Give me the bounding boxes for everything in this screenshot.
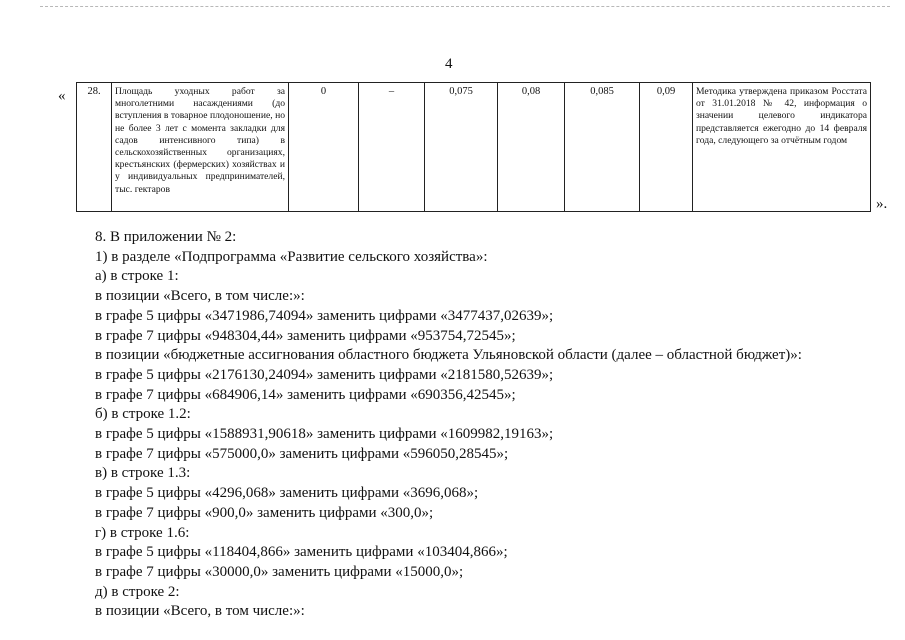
text-line: б) в строке 1.2:: [95, 406, 191, 423]
value-cell: 0: [289, 83, 359, 212]
text-line: в графе 7 цифры «30000,0» заменить цифрами «15000,0»;: [95, 563, 464, 580]
text-line: в графе 7 цифры «575000,0» заменить цифрами «596050,28545»;: [95, 445, 509, 462]
value-cell: 0,08: [498, 83, 565, 212]
amendment-text: [95, 228, 875, 622]
indicator-name: Площадь уходных работ за многолетними насаждениями (до вступления в товарное плодоношение, но не более 3 лет с момента закладки для садов интенсивного типа) в сельскохозяйственных организациях, крестьянских (фермерских) хозяйствах и у индивидуальных предпринимателей, тыс. гектаров: [112, 83, 289, 212]
page-number: 4: [445, 56, 453, 72]
text-line: в графе 7 цифры «948304,44» заменить цифрами «953754,72545»;: [95, 327, 516, 344]
row-number: 28.: [77, 83, 112, 212]
text-line: в) в строке 1.3:: [95, 465, 191, 482]
text-line: в графе 5 цифры «1588931,90618» заменить цифрами «1609982,19163»;: [95, 426, 554, 443]
text-line: в графе 7 цифры «900,0» заменить цифрами «300,0»;: [95, 504, 434, 521]
indicator-table: [76, 82, 871, 212]
text-line: в позиции «Всего, в том числе:»:: [95, 288, 305, 305]
value-cell: –: [359, 83, 425, 212]
text-line: в графе 5 цифры «118404,866» заменить цифрами «103404,866»;: [95, 544, 508, 561]
text-line: д) в строке 2:: [95, 583, 180, 600]
text-line: 1) в разделе «Подпрограмма «Развитие сельского хозяйства»:: [95, 248, 488, 265]
value-cell: 0,09: [640, 83, 693, 212]
text-line: г) в строке 1.6:: [95, 524, 190, 541]
text-line: 8. В приложении № 2:: [95, 229, 237, 245]
text-line: в позиции «Всего, в том числе:»:: [95, 603, 305, 620]
text-line: в графе 5 цифры «3471986,74094» заменить цифрами «3477437,02639»;: [95, 307, 554, 324]
opening-quote: «: [58, 88, 66, 104]
text-line: а) в строке 1:: [95, 268, 179, 285]
methodology-cell: Методика утверждена приказом Росстата от 31.01.2018 № 42, информация о значении целевого индикатора представляется ежегодно до 14 февраля года, следующего за отчётным годом: [693, 83, 871, 212]
scan-artifact-line: [40, 6, 890, 7]
closing-quote: ».: [876, 196, 888, 212]
value-cell: 0,085: [565, 83, 640, 212]
text-line: в графе 7 цифры «684906,14» заменить цифрами «690356,42545»;: [95, 386, 516, 403]
text-line: в графе 5 цифры «2176130,24094» заменить цифрами «2181580,52639»;: [95, 366, 554, 383]
text-line: в позиции «бюджетные ассигнования областного бюджета Ульяновской области (далее – областной бюджет)»:: [95, 347, 802, 364]
value-cell: 0,075: [425, 83, 498, 212]
table-row: [77, 83, 871, 212]
text-line: в графе 5 цифры «4296,068» заменить цифрами «3696,068»;: [95, 485, 479, 502]
